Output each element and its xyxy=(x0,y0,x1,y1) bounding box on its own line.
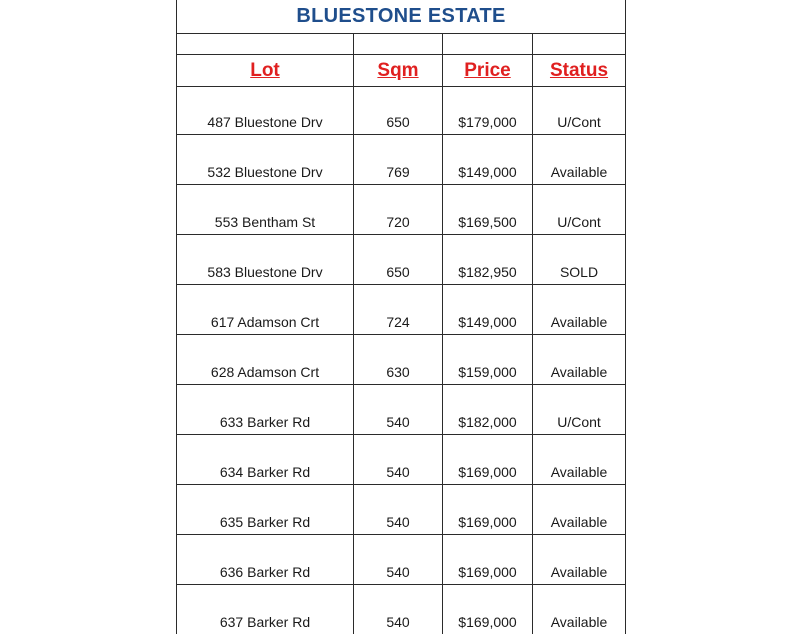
header-status: Status xyxy=(533,55,626,87)
price-cell: $149,000 xyxy=(443,285,533,335)
title-row xyxy=(177,0,626,34)
lot-cell: 628 Adamson Crt xyxy=(177,335,354,385)
status-cell: Available xyxy=(533,285,626,335)
header-sqm: Sqm xyxy=(354,55,443,87)
table-row xyxy=(177,585,626,634)
sqm-cell: 724 xyxy=(354,285,443,335)
price-cell: $159,000 xyxy=(443,335,533,385)
lot-cell: 636 Barker Rd xyxy=(177,535,354,585)
status-cell: Available xyxy=(533,435,626,485)
blank-cell xyxy=(354,34,443,55)
price-cell: $169,500 xyxy=(443,185,533,235)
sqm-cell: 540 xyxy=(354,485,443,535)
price-cell: $169,000 xyxy=(443,535,533,585)
blank-row xyxy=(177,34,626,55)
table-row xyxy=(177,185,626,235)
sqm-cell: 769 xyxy=(354,135,443,185)
price-cell: $179,000 xyxy=(443,87,533,135)
status-cell: Available xyxy=(533,585,626,634)
table-row xyxy=(177,235,626,285)
lot-cell: 583 Bluestone Drv xyxy=(177,235,354,285)
lot-cell: 637 Barker Rd xyxy=(177,585,354,634)
sqm-cell: 630 xyxy=(354,335,443,385)
lots-table xyxy=(176,0,626,634)
lot-cell: 617 Adamson Crt xyxy=(177,285,354,335)
status-cell: Available xyxy=(533,135,626,185)
sqm-cell: 650 xyxy=(354,235,443,285)
sqm-cell: 720 xyxy=(354,185,443,235)
status-cell: Available xyxy=(533,535,626,585)
lot-cell: 633 Barker Rd xyxy=(177,385,354,435)
lot-cell: 635 Barker Rd xyxy=(177,485,354,535)
lot-cell: 532 Bluestone Drv xyxy=(177,135,354,185)
price-cell: $149,000 xyxy=(443,135,533,185)
status-cell: Available xyxy=(533,485,626,535)
table-row xyxy=(177,535,626,585)
header-price: Price xyxy=(443,55,533,87)
table-row xyxy=(177,485,626,535)
sqm-cell: 540 xyxy=(354,535,443,585)
table-row xyxy=(177,135,626,185)
status-cell: SOLD xyxy=(533,235,626,285)
status-cell: U/Cont xyxy=(533,385,626,435)
lot-cell: 487 Bluestone Drv xyxy=(177,87,354,135)
blank-cell xyxy=(177,34,354,55)
sqm-cell: 650 xyxy=(354,87,443,135)
price-cell: $169,000 xyxy=(443,585,533,634)
table-row xyxy=(177,87,626,135)
header-row xyxy=(177,55,626,87)
lots-table-body xyxy=(177,0,626,634)
estate-title: BLUESTONE ESTATE xyxy=(177,0,626,34)
blank-cell xyxy=(533,34,626,55)
table-row xyxy=(177,285,626,335)
table-row xyxy=(177,435,626,485)
lot-cell: 553 Bentham St xyxy=(177,185,354,235)
price-list-sheet xyxy=(176,0,625,600)
sqm-cell: 540 xyxy=(354,585,443,634)
header-lot: Lot xyxy=(177,55,354,87)
status-cell: U/Cont xyxy=(533,185,626,235)
status-cell: U/Cont xyxy=(533,87,626,135)
status-cell: Available xyxy=(533,335,626,385)
table-row xyxy=(177,335,626,385)
price-cell: $169,000 xyxy=(443,435,533,485)
sqm-cell: 540 xyxy=(354,385,443,435)
price-cell: $169,000 xyxy=(443,485,533,535)
price-cell: $182,000 xyxy=(443,385,533,435)
sqm-cell: 540 xyxy=(354,435,443,485)
price-cell: $182,950 xyxy=(443,235,533,285)
table-row xyxy=(177,385,626,435)
blank-cell xyxy=(443,34,533,55)
lot-cell: 634 Barker Rd xyxy=(177,435,354,485)
